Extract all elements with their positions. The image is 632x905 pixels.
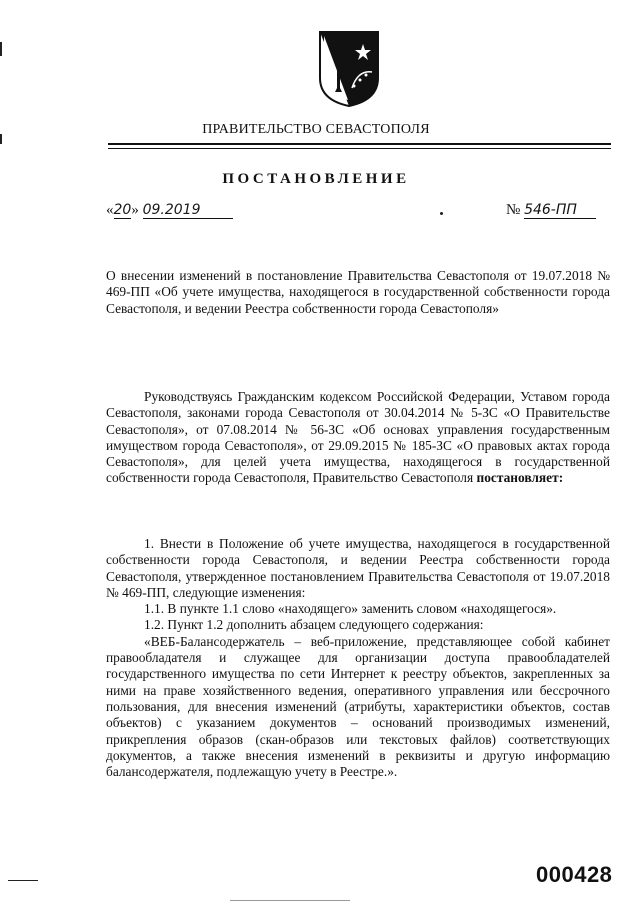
clauses [106, 536, 610, 780]
document-date [106, 202, 233, 219]
scan-artifact [230, 900, 350, 901]
preamble [106, 389, 610, 487]
header-rule-thick [108, 143, 611, 145]
number-label: № [506, 202, 525, 218]
clause-1: 1. Внести в Положение об учете имущества, находящегося в государственной собственности города Севастополя, и ведении Реестра собственности города Севастополя, утвержденное постановлением Правительства Севастополя от 19.07.2018 № 469-ПП, следующие изменения: [106, 536, 610, 600]
stray-dot [440, 212, 443, 215]
preamble-text: Руководствуясь Гражданским кодексом Российской Федерации, Уставом города Севастополя, законами города Севастополя от 30.04.2014 № 5-ЗС «О Правительстве Севастополя», от 07.08.2014 № 56-ЗС «Об основах управления государственным имуществом города Севастополя», от 29.09.2015 № 185-ЗС «О правовых актах города Севастополя», для целей учета имущества, находящегося в государственной собственности города Севастополя, Правительство Севастополя [106, 389, 610, 486]
page-stamp-number: 000428 [536, 862, 613, 887]
government-title: ПРАВИТЕЛЬСТВО СЕВАСТОПОЛЯ [202, 122, 430, 137]
coat-of-arms-emblem [318, 30, 380, 108]
date-day: 20 [113, 202, 132, 218]
scan-artifact [0, 134, 2, 144]
document-number [506, 202, 596, 219]
subject-text: О внесении изменений в постановление Правительства Севастополя от 19.07.2018 № 469-ПП «Об учете имущества, находящегося в государственной собственности города Севастополя, и ведении Реестра собственности города Севастополя» [106, 268, 610, 316]
document-type: ПОСТАНОВЛЕНИЕ [222, 171, 410, 187]
date-month-year: 09.2019 [143, 202, 233, 219]
clause-1-2-definition: «ВЕБ-Балансодержатель – веб-приложение, представляющее собой кабинет правообладателя и служащее для организации доступа правообладателей государственного имущества по сети Интернет к реестру объектов, закрепленных за ними на праве хозяйственного ведения, оперативного управления или бессрочного пользования, для внесения изменений (атрибуты, характеристики объектов, состав объектов) с указанием документов – оснований производимых изменений, прикрепления образов (скан-образов или текстовых файлов) соответствующих документов, а также внесения изменений в реквизиты и другую информацию балансодержателя, подлежащую учету в Реестре.». [106, 633, 610, 780]
clause-1-1: 1.1. В пункте 1.1 слово «находящего» заменить словом «находящегося». [144, 601, 557, 617]
preamble-resolves: постановляет [476, 470, 559, 486]
preamble-colon: : [558, 470, 564, 486]
scan-artifact [8, 880, 38, 881]
preamble-paragraph [106, 389, 610, 487]
scan-artifact [0, 42, 2, 56]
number-value: 546-ПП [524, 202, 596, 219]
clause-1-2: 1.2. Пункт 1.2 дополнить абзацем следующего содержания: [144, 617, 484, 633]
document-subject [106, 268, 610, 317]
date-open-quote: « [106, 202, 114, 218]
date-separator: » [131, 202, 143, 218]
header-rule-thin [108, 148, 611, 149]
